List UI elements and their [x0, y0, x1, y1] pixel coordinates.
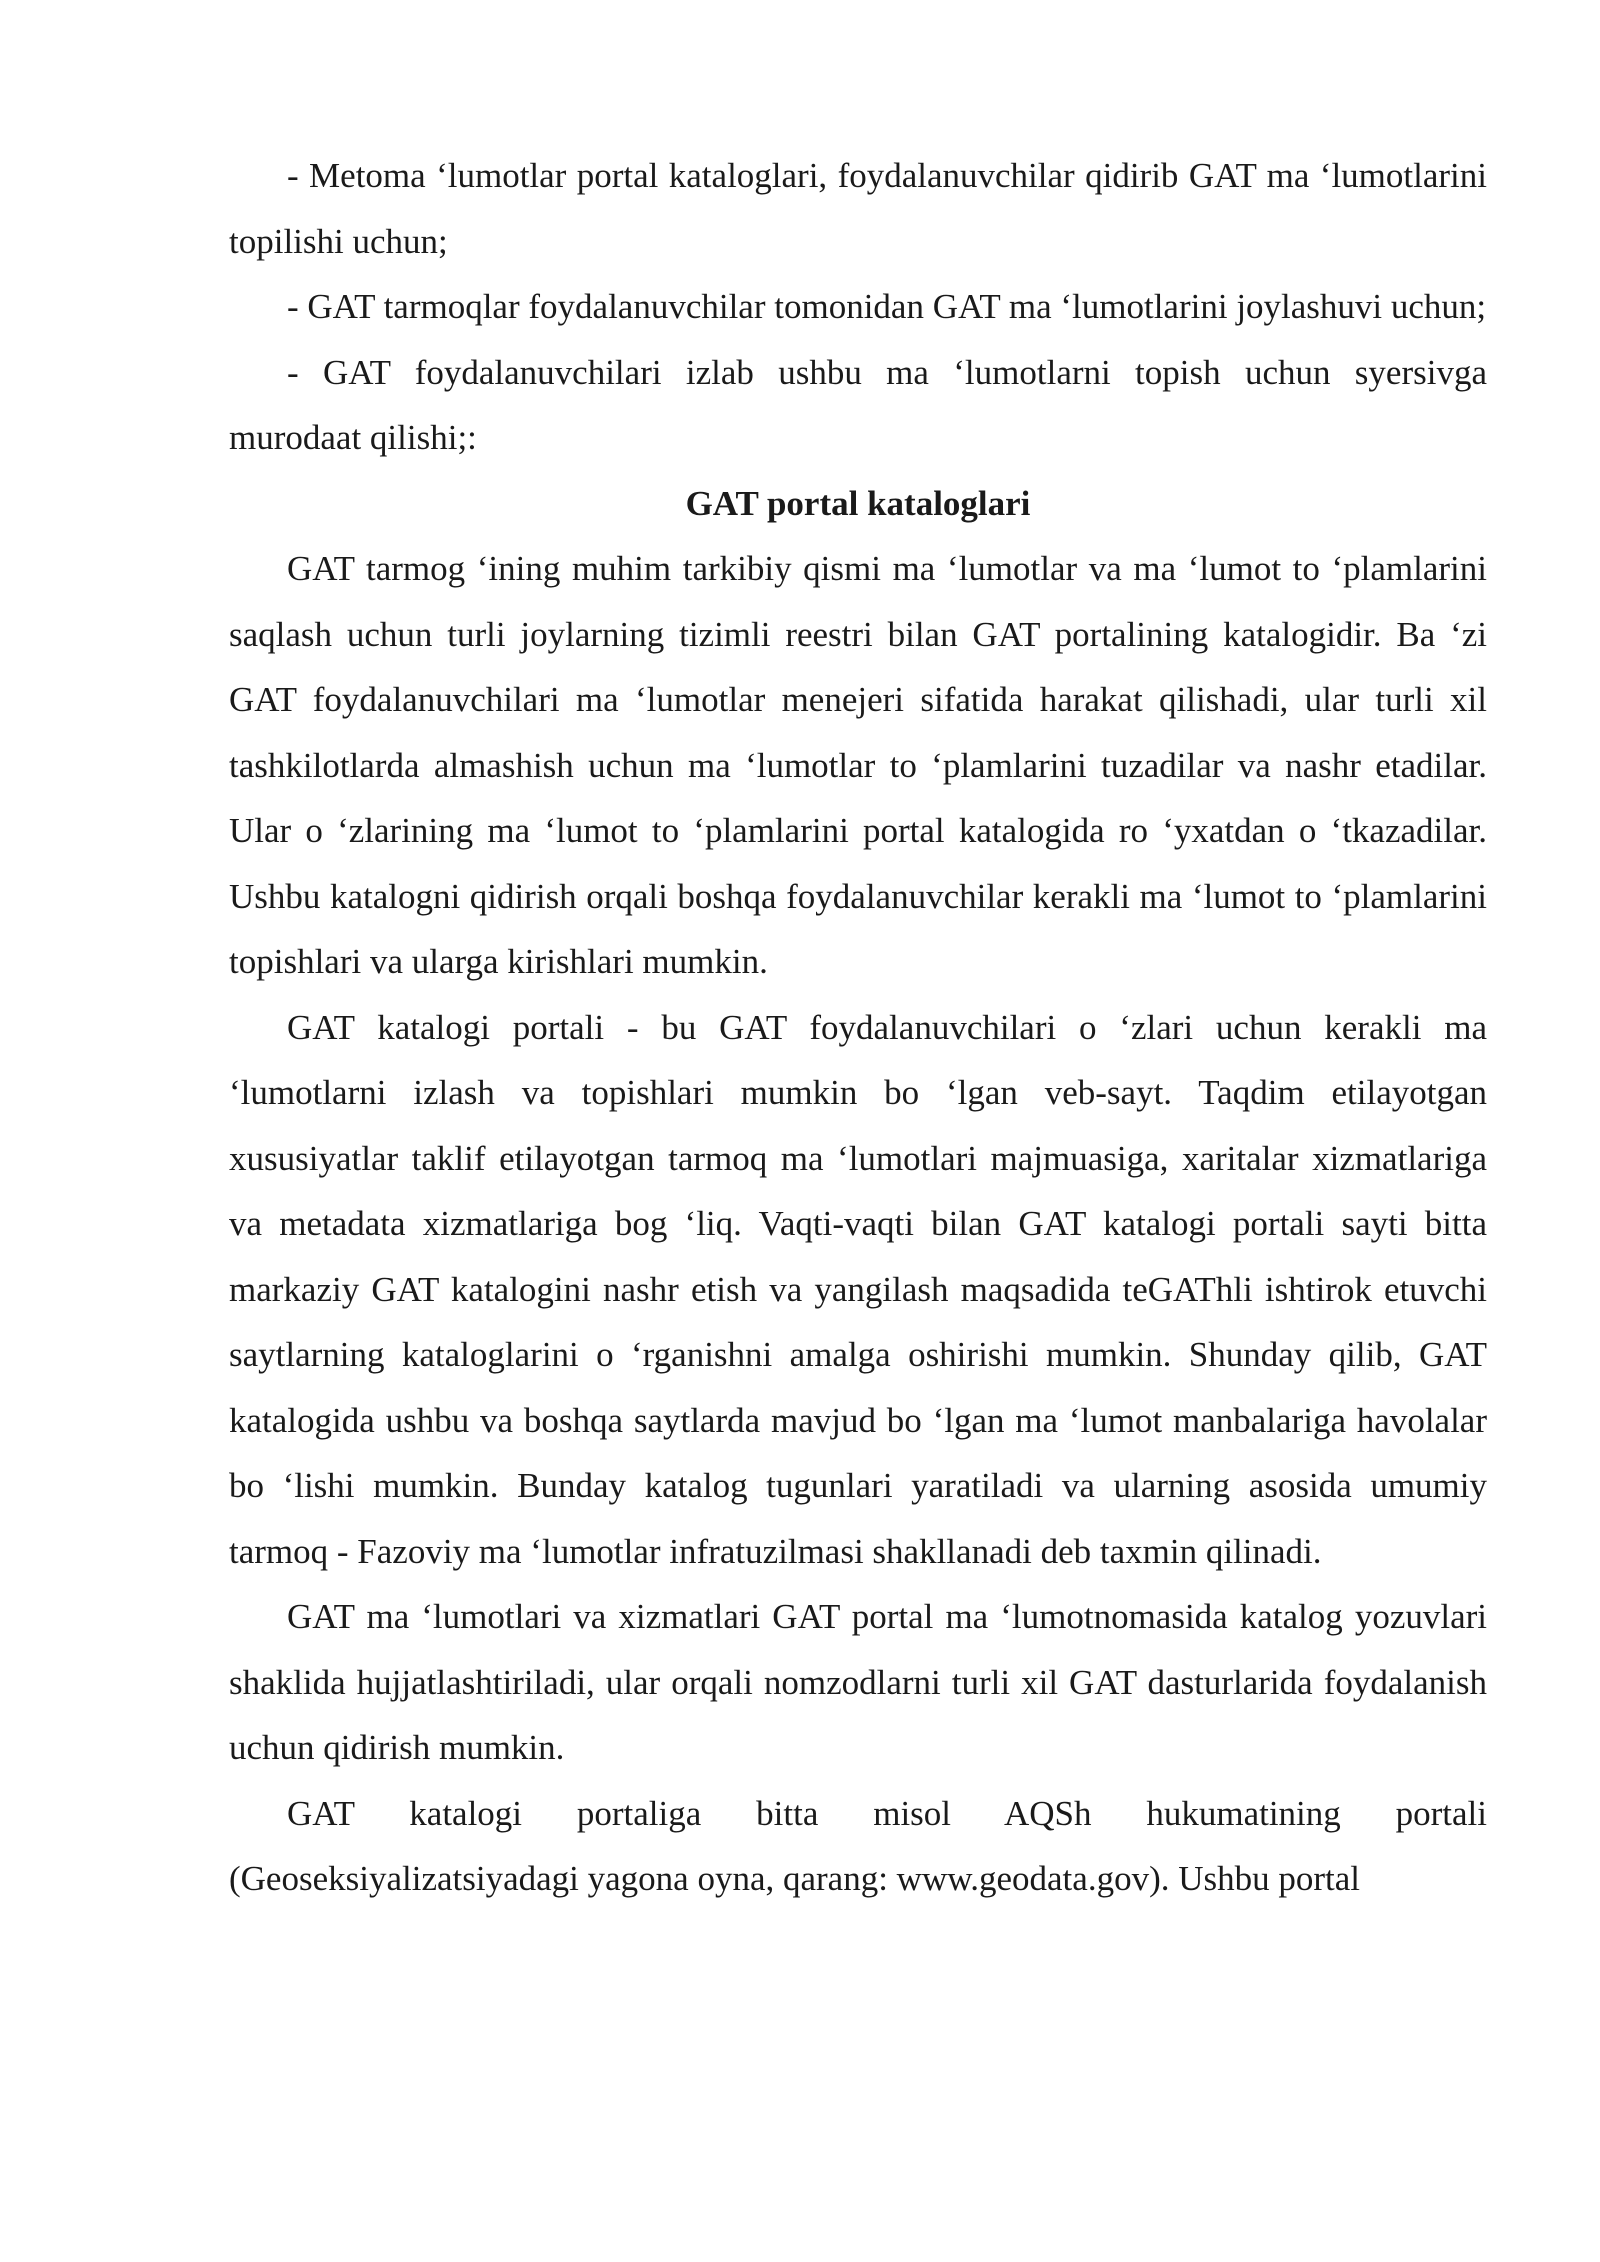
list-item: - GAT tarmoqlar foydalanuvchilar tomonidan GAT ma ‘lumotlarini joylashuvi uchun;	[287, 287, 1487, 326]
body-paragraph: GAT tarmog ‘ining muhim tarkibiy qismi ma ‘lumotlar va ma ‘lumot to ‘plamlarini saqlash uchun turli joylarning tizimli reestri bilan GAT portalining katalogidir. Ba ‘zi GAT foydalanuvchilari ma ‘lumotlar menejeri sifatida harakat qilishadi, ular turli xil tashkilotlarda almashish uchun ma ‘lumotlar to ‘plamlarini tuzadilar va nashr etadilar. Ular o ‘zlarining ma ‘lumot to ‘plamlarini portal katalogida ro ‘yxatdan o ‘tkazadilar. Ushbu katalogni qidirish orqali boshqa foydalanuvchilar kerakli ma ‘lumot to ‘plamlarini topishlari va ularga kirishlari mumkin.	[229, 549, 1487, 981]
body-paragraph: GAT katalogi portali - bu GAT foydalanuvchilari o ‘zlari uchun kerakli ma ‘lumotlarni izlash va topishlari mumkin bo ‘lgan veb-sayt. Taqdim etilayotgan xususiyatlar taklif etilayotgan tarmoq ma ‘lumotlari majmuasiga, xaritalar xizmatlariga va metadata xizmatlariga bog ‘liq. Vaqti-vaqti bilan GAT katalogi portali sayti bitta markaziy GAT katalogini nashr etish va yangilash maqsadida teGAThli ishtirok etuvchi saytlarning kataloglarini o ‘rganishni amalga oshirishi mumkin. Shunday qilib, GAT katalogida ushbu va boshqa saytlarda mavjud bo ‘lgan ma ‘lumot manbalariga havolalar bo ‘lishi mumkin. Bunday katalog tugunlari yaratiladi va ularning asosida umumiy tarmoq - Fazoviy ma ‘lumotlar infratuzilmasi shakllanadi deb taxmin qilinadi.	[229, 1007, 1487, 1571]
body-paragraph: GAT katalogi portaliga bitta misol AQSh hukumatining portali (Geoseksiyalizatsiyadagi yagona oyna, qarang: www.geodata.gov). Ushbu portal	[229, 1793, 1487, 1898]
document-page	[229, 143, 1487, 1912]
section-heading: GAT portal kataloglari	[685, 483, 1031, 523]
list-item: - GAT foydalanuvchilari izlab ushbu ma ‘lumotlarni topish uchun syersivga murodaat qilishi;:	[229, 352, 1487, 457]
list-item: - Metoma ‘lumotlar portal kataloglari, foydalanuvchilar qidirib GAT ma ‘lumotlarini topilishi uchun;	[229, 156, 1487, 261]
body-paragraph: GAT ma ‘lumotlari va xizmatlari GAT portal ma ‘lumotnomasida katalog yozuvlari shaklida hujjatlashtiriladi, ular orqali nomzodlarni turli xil GAT dasturlarida foydalanish uchun qidirish mumkin.	[229, 1597, 1487, 1767]
